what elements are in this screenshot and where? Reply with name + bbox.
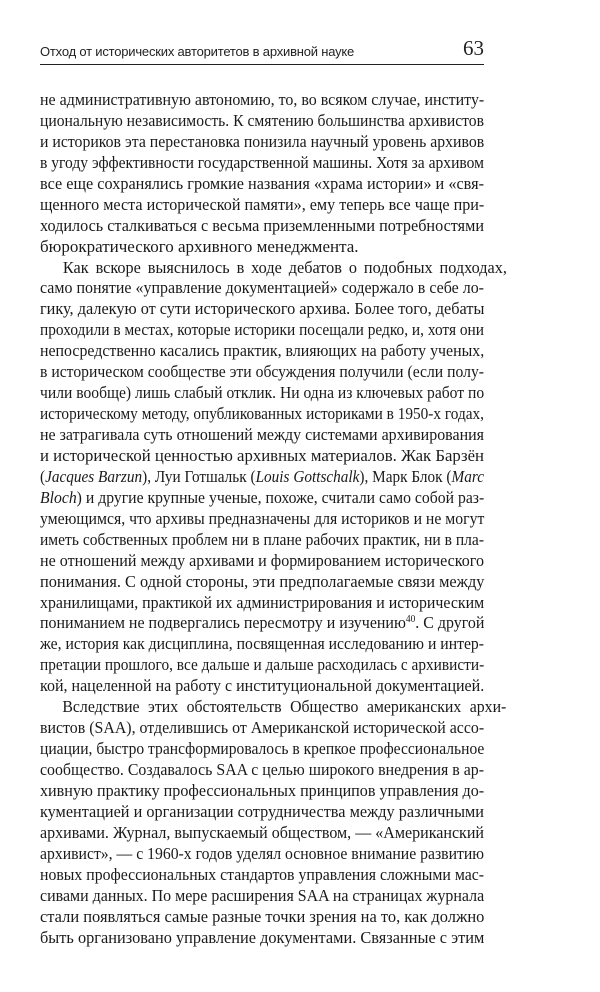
text-segment: . С другой	[415, 613, 485, 633]
text-segment: Как вскоре выяснилось в ходе дебатов о подобных подходах,	[62, 257, 507, 277]
text-segment: циональную независимость. К смятению большинства архивистов	[40, 110, 484, 130]
italic-text: Jacques Barzun	[45, 466, 143, 486]
text-segment: кументацией и организации сотрудничества между различными	[40, 801, 484, 821]
text-line	[40, 257, 507, 278]
text-line	[40, 487, 484, 508]
text-line	[40, 466, 484, 487]
text-segment: понимания. С одной стороны, эти предполагаемые связи между	[40, 571, 485, 591]
text-segment: пониманием не подвергались пересмотру и изучению	[40, 613, 406, 633]
paragraph	[40, 257, 507, 697]
text-segment: ходилось сталкиваться с весьма приземленными потребностями	[40, 215, 485, 235]
text-line	[40, 885, 484, 906]
text-line	[40, 592, 484, 613]
text-segment: (	[40, 466, 46, 486]
text-line	[40, 131, 484, 152]
text-segment: в историческом сообществе эти обсуждения получили (если полу-	[40, 362, 484, 382]
text-line	[40, 633, 484, 654]
text-line	[40, 780, 484, 801]
text-line	[40, 110, 484, 131]
text-line	[40, 696, 506, 717]
text-segment: претации прошлого, все дальше и дальше расходилась с архивисти-	[40, 655, 485, 675]
header-rule	[40, 64, 484, 65]
text-line	[40, 361, 484, 382]
text-line	[40, 571, 484, 592]
text-segment: не отношений между архивами и формированием исторического	[40, 550, 484, 570]
text-line	[40, 843, 484, 864]
text-segment: и историков эта перестановка понизила научный уровень архивов	[40, 131, 485, 151]
text-line	[40, 906, 484, 927]
text-segment: чили вообще) лишь слабый отклик. Ни одна из ключевых работ по	[40, 383, 485, 403]
text-segment: вистов (SAA), отделившись от Американской исторической ассо-	[40, 718, 485, 738]
text-line	[40, 403, 484, 424]
text-segment: умеющимся, что архивы предназначены для историков и не могут	[40, 508, 485, 528]
text-segment: ), Луи Готшальк (	[142, 466, 256, 486]
text-segment: само понятие «управление документацией» содержало в себе ло-	[40, 278, 484, 298]
text-segment: быть организовано управление документами. Связанные с этим	[40, 927, 485, 947]
text-line	[40, 654, 484, 675]
text-line	[40, 675, 484, 696]
text-line	[40, 738, 484, 759]
text-line	[40, 236, 484, 257]
text-segment: не затрагивала суть отношений между системами архивирования	[40, 425, 485, 444]
italic-text: Marc	[451, 466, 484, 486]
text-line	[40, 508, 484, 529]
text-line	[40, 550, 484, 571]
text-line	[40, 215, 484, 236]
text-segment: историческому методу, опубликованных историками в 1950-х годах,	[40, 404, 484, 424]
text-segment: не административную автономию, то, во всяком случае, институ-	[40, 90, 485, 109]
text-line	[40, 864, 484, 885]
italic-text: Bloch	[40, 487, 77, 507]
text-line	[40, 340, 484, 361]
page-number: 63	[463, 36, 484, 60]
text-segment: непосредственно касались практик, влияющих на работу ученых,	[40, 341, 485, 361]
text-line	[40, 927, 484, 948]
text-segment: хивную практику профессиональных принципов управления до-	[40, 780, 485, 800]
text-segment: же, история как дисциплина, посвященная исследованию и интер-	[40, 634, 484, 654]
text-line	[40, 152, 484, 173]
text-segment: архивами. Журнал, выпускаемый обществом, — «Американский	[40, 822, 484, 842]
text-line	[40, 612, 484, 633]
text-segment: циации, быстро трансформировалось в крепкое профессиональное	[40, 739, 485, 759]
paragraph	[40, 696, 507, 947]
text-line	[40, 529, 484, 550]
text-line	[40, 759, 484, 780]
running-header	[40, 36, 484, 64]
text-segment: стали появляться самые разные точки зрения на то, как должно	[40, 906, 485, 926]
text-segment: Вследствие этих обстоятельств Общество американских архи-	[62, 697, 507, 717]
text-segment: и исторической ценностью архивных материалов. Жак Барзён	[40, 445, 484, 465]
text-segment: иметь собственных проблем ни в плане рабочих практик, ни в пла-	[40, 529, 484, 549]
text-line	[40, 424, 484, 445]
text-line	[40, 89, 484, 110]
running-title: Отход от исторических авторитетов в архивной науке	[40, 44, 355, 59]
text-segment: бюрократического архивного менеджмента.	[40, 236, 359, 256]
text-line	[40, 194, 484, 215]
text-segment: кой, нацеленной на работу с институциональной документацией.	[40, 676, 485, 696]
body-text	[40, 89, 507, 947]
text-segment: новых профессиональных стандартов управления сложными мас-	[40, 864, 484, 884]
text-line	[40, 445, 484, 466]
text-segment: архивист», — с 1960-х годов уделял основное внимание развитию	[40, 843, 485, 863]
footnote-ref[interactable]: 40	[405, 614, 416, 626]
text-line	[40, 382, 484, 403]
text-line	[40, 717, 484, 738]
paragraph	[40, 89, 484, 257]
text-line	[40, 822, 484, 843]
text-line	[40, 319, 484, 340]
text-segment: сивами данных. По мере расширения SAA на страницах журнала	[40, 885, 485, 905]
text-line	[40, 298, 484, 319]
text-segment: все еще сохранялись громкие названия «храма истории» и «свя-	[40, 173, 484, 193]
text-segment: хранилищами, практикой их администрирования и историческим	[40, 592, 485, 612]
text-segment: гику, далекую от сути исторического архива. Более того, дебаты	[40, 299, 485, 319]
text-line	[40, 801, 484, 822]
text-segment: щенного места исторической памяти», ему теперь все чаще при-	[40, 194, 485, 214]
text-segment: ), Марк Блок (	[359, 466, 452, 486]
text-line	[40, 173, 484, 194]
text-segment: проходили в местах, которые историки посещали редко, и, хотя они	[40, 320, 484, 340]
text-line	[40, 277, 484, 298]
text-segment: в угоду эффективности государственной машины. Хотя за архивом	[40, 152, 484, 172]
text-segment: сообщество. Создавалось SAA с целью широкого внедрения в ар-	[40, 760, 484, 779]
text-segment: ) и другие крупные ученые, похоже, считали само собой раз-	[76, 487, 485, 507]
italic-text: Louis Gottschalk	[255, 466, 360, 486]
